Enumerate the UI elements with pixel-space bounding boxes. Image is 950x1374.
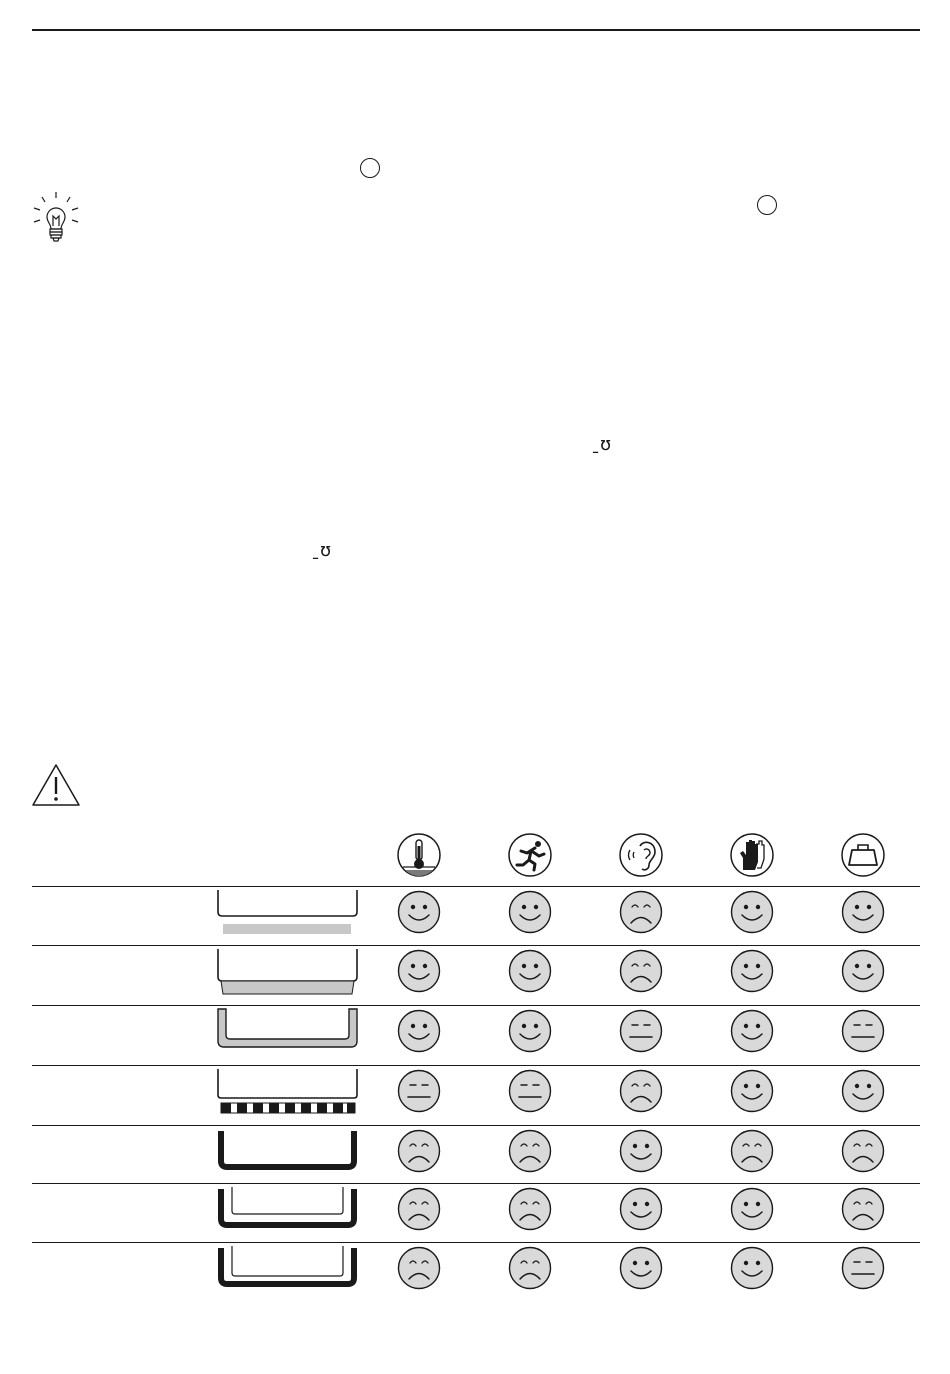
happy-face-icon: [397, 949, 441, 993]
table-rule: [32, 1125, 920, 1126]
pan-thick-grey-base: [215, 947, 360, 997]
pan-chequered-base: [215, 1067, 360, 1117]
table-rule: [32, 886, 920, 887]
happy-face-icon: [730, 1009, 774, 1053]
happy-face-icon: [619, 1187, 663, 1231]
sad-face-icon: [619, 890, 663, 934]
happy-face-icon: [730, 1246, 774, 1290]
pan-black-solid: [215, 1127, 360, 1177]
happy-face-icon: [841, 1069, 885, 1113]
gloves-icon: [729, 832, 775, 878]
sad-face-icon: [508, 1129, 552, 1173]
neutral-face-icon: [841, 1246, 885, 1290]
neutral-face-icon: [397, 1069, 441, 1113]
happy-face-icon: [397, 890, 441, 934]
ear-icon: [618, 832, 664, 878]
sad-face-icon: [397, 1129, 441, 1173]
pan-black-thick-lined: [215, 1244, 360, 1294]
sad-face-icon: [619, 1069, 663, 1113]
sad-face-icon: [397, 1246, 441, 1290]
residual-heat-symbol: ̱ʊ: [320, 540, 332, 561]
residual-heat-symbol: ̱ʊ: [600, 434, 612, 455]
warning-triangle-icon: [30, 762, 82, 808]
sad-face-icon: [397, 1187, 441, 1231]
happy-face-icon: [619, 1129, 663, 1173]
sad-face-icon: [841, 1187, 885, 1231]
pan-black-lined: [215, 1185, 360, 1235]
sad-face-icon: [508, 1246, 552, 1290]
happy-face-icon: [397, 1009, 441, 1053]
table-rule: [32, 1242, 920, 1243]
running-man-icon: [507, 832, 553, 878]
sad-face-icon: [508, 1187, 552, 1231]
sad-face-icon: [619, 949, 663, 993]
table-rule: [32, 945, 920, 946]
circle-marker: [360, 158, 380, 178]
happy-face-icon: [619, 1246, 663, 1290]
happy-face-icon: [730, 890, 774, 934]
happy-face-icon: [508, 1009, 552, 1053]
circle-marker: [757, 195, 777, 215]
neutral-face-icon: [841, 1009, 885, 1053]
happy-face-icon: [730, 1069, 774, 1113]
happy-face-icon: [841, 949, 885, 993]
happy-face-icon: [841, 890, 885, 934]
happy-face-icon: [730, 949, 774, 993]
happy-face-icon: [730, 1187, 774, 1231]
weight-icon: [840, 832, 886, 878]
table-rule: [32, 1065, 920, 1066]
lightbulb-icon: [30, 190, 82, 248]
header-rule: [32, 29, 920, 31]
pan-thin-grey-base: [215, 888, 360, 938]
sad-face-icon: [841, 1129, 885, 1173]
happy-face-icon: [508, 890, 552, 934]
sad-face-icon: [730, 1129, 774, 1173]
table-rule: [32, 1183, 920, 1184]
pan-grey-walled: [215, 1007, 360, 1057]
neutral-face-icon: [508, 1069, 552, 1113]
neutral-face-icon: [619, 1009, 663, 1053]
happy-face-icon: [508, 949, 552, 993]
table-rule: [32, 1005, 920, 1006]
thermometer-icon: [396, 832, 442, 878]
